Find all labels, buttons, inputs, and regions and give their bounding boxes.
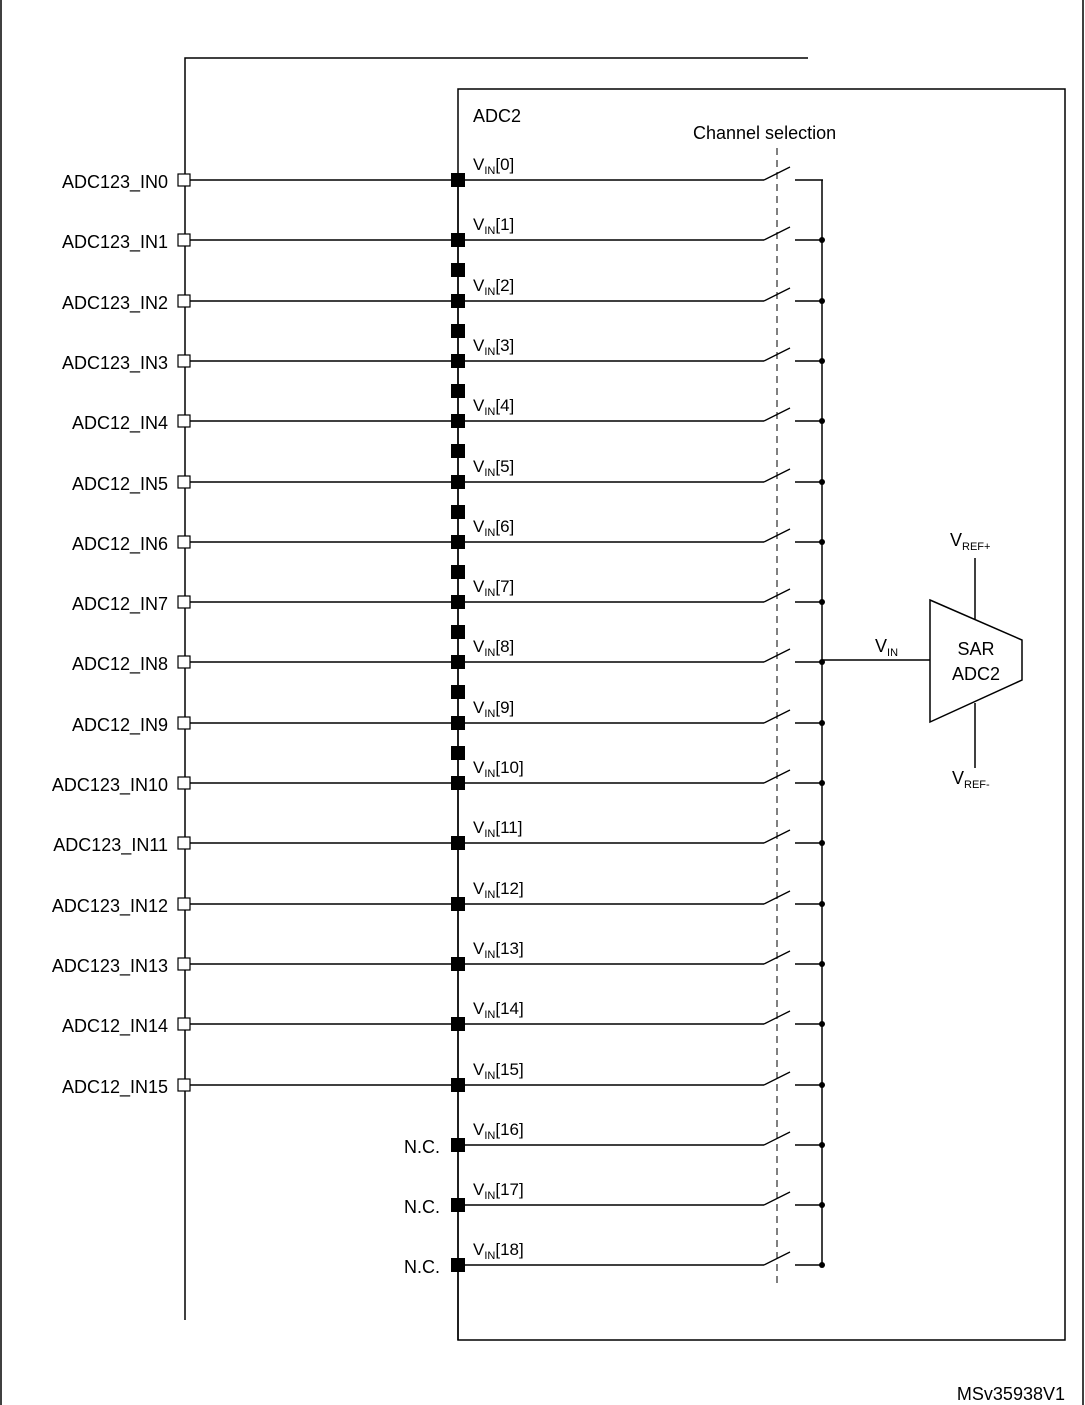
vin-main: V — [473, 1240, 485, 1259]
bus-junction-dot — [819, 720, 825, 726]
external-pin-square — [178, 174, 190, 186]
nc-label: N.C. — [404, 1197, 440, 1217]
vin-index: [13] — [495, 939, 524, 958]
bus-junction-dot — [819, 599, 825, 605]
external-pin-square — [178, 958, 190, 970]
external-pin-square — [178, 656, 190, 668]
vin-channel-label — [473, 698, 514, 720]
vin-main: V — [473, 818, 485, 837]
bus-junction-dot — [819, 237, 825, 243]
external-pin-square — [178, 476, 190, 488]
channel-rows — [52, 155, 825, 1277]
vin-channel-label — [473, 517, 514, 539]
channel-row — [52, 758, 825, 796]
bus-junction-dot — [819, 1021, 825, 1027]
vin-main: V — [473, 396, 485, 415]
vin-index: [7] — [495, 577, 515, 596]
pin-label: ADC12_IN9 — [71, 715, 168, 735]
channel-row — [404, 1240, 825, 1277]
channel-row — [62, 155, 823, 193]
channel-row — [404, 1120, 825, 1157]
adc2-converter-label: ADC2 — [951, 664, 1001, 684]
bus-junction-dot — [819, 1082, 825, 1088]
external-pin-square — [178, 415, 190, 427]
external-pin-square — [178, 837, 190, 849]
nc-label: N.C. — [404, 1137, 440, 1157]
intermediate-pad — [451, 685, 465, 699]
vin-sub: IN — [484, 467, 496, 479]
external-pin-square — [178, 717, 190, 729]
bus-junction-dot — [819, 961, 825, 967]
intermediate-pad — [451, 263, 465, 277]
vin-sub: IN — [484, 165, 496, 177]
sar-label: SAR — [957, 639, 995, 659]
pin-label: ADC123_IN1 — [61, 232, 168, 252]
vin-sub: IN — [484, 949, 496, 961]
vin-main: V — [473, 577, 485, 596]
vin-sub: IN — [484, 527, 496, 539]
intermediate-pad — [451, 746, 465, 760]
vin-index: [10] — [495, 758, 524, 777]
vin-channel-label — [473, 999, 524, 1021]
channel-switch — [764, 348, 790, 361]
vin-sub: IN — [484, 225, 496, 237]
vin-main: V — [473, 155, 485, 174]
vin-label-sub: IN — [887, 647, 899, 659]
channel-row — [53, 818, 825, 856]
bus-junction-dot — [819, 780, 825, 786]
channel-switch — [764, 288, 790, 301]
external-pin-square — [178, 596, 190, 608]
intermediate-pad — [451, 444, 465, 458]
vin-index: [8] — [495, 637, 515, 656]
intermediate-pad — [451, 625, 465, 639]
pin-label: ADC12_IN15 — [61, 1077, 168, 1097]
pin-label: ADC12_IN5 — [71, 474, 168, 494]
pin-label: ADC123_IN12 — [51, 896, 168, 916]
vin-index: [1] — [495, 215, 515, 234]
vin-sub: IN — [484, 1070, 496, 1082]
pin-label: ADC123_IN10 — [51, 775, 168, 795]
channel-row — [52, 939, 825, 977]
vin-main: V — [473, 517, 485, 536]
pin-label: ADC123_IN2 — [61, 293, 168, 313]
vin-sub: IN — [484, 406, 496, 418]
figure-id: MSv35938V1 — [956, 1384, 1065, 1404]
pin-label: ADC123_IN13 — [51, 956, 168, 976]
vin-label — [875, 636, 898, 659]
intermediate-pad — [451, 565, 465, 579]
vin-channel-label — [473, 577, 514, 599]
channel-switch — [764, 770, 790, 783]
channel-row — [62, 215, 825, 277]
vin-main: V — [473, 336, 485, 355]
vin-sub: IN — [484, 1190, 496, 1202]
vin-index: [9] — [495, 698, 515, 717]
vin-sub: IN — [484, 1250, 496, 1262]
pin-label: ADC12_IN7 — [71, 594, 168, 614]
vin-main: V — [473, 457, 485, 476]
vref-plus-sub: REF+ — [962, 541, 991, 553]
pin-label: ADC12_IN8 — [71, 654, 168, 674]
intermediate-pad — [451, 324, 465, 338]
external-pin-square — [178, 1018, 190, 1030]
channel-switch — [764, 529, 790, 542]
vin-sub: IN — [484, 889, 496, 901]
bus-junction-dot — [819, 901, 825, 907]
vin-sub: IN — [484, 587, 496, 599]
vref-minus-label — [952, 768, 990, 791]
vin-index: [6] — [495, 517, 515, 536]
external-pin-square — [178, 234, 190, 246]
vin-channel-label — [473, 637, 514, 659]
vin-main: V — [473, 939, 485, 958]
vin-sub: IN — [484, 1009, 496, 1021]
vin-channel-label — [473, 1240, 524, 1262]
vin-channel-label — [473, 155, 514, 177]
bus-junction-dot — [819, 1262, 825, 1268]
vin-main: V — [473, 215, 485, 234]
vin-index: [17] — [495, 1180, 524, 1199]
channel-row — [404, 1180, 825, 1217]
vin-label-main: V — [875, 636, 888, 656]
channel-row — [62, 336, 825, 398]
vref-plus-label — [950, 530, 990, 553]
vin-main: V — [473, 276, 485, 295]
vin-index: [3] — [495, 336, 515, 355]
channel-selection-label: Channel selection — [693, 123, 837, 143]
vin-channel-label — [473, 939, 524, 961]
vin-main: V — [473, 698, 485, 717]
adc2-block — [458, 89, 1065, 1340]
external-pin-square — [178, 1079, 190, 1091]
intermediate-pad — [451, 505, 465, 519]
vin-index: [5] — [495, 457, 515, 476]
vin-sub: IN — [484, 768, 496, 780]
external-pin-square — [178, 536, 190, 548]
vin-main: V — [473, 1180, 485, 1199]
vin-index: [12] — [495, 879, 524, 898]
vref-minus-main: V — [952, 768, 965, 788]
vin-index: [4] — [495, 396, 515, 415]
vin-sub: IN — [484, 1130, 496, 1142]
bus-junction-dot — [819, 418, 825, 424]
vin-main: V — [473, 879, 485, 898]
channel-row — [62, 999, 825, 1037]
vin-index: [16] — [495, 1120, 524, 1139]
channel-row — [62, 276, 825, 338]
vin-channel-label — [473, 276, 514, 298]
pin-label: ADC12_IN6 — [71, 534, 168, 554]
vref-plus-main: V — [950, 530, 963, 550]
vin-main: V — [473, 999, 485, 1018]
vin-index: [0] — [495, 155, 515, 174]
channel-switch — [764, 649, 790, 662]
vin-channel-label — [473, 1060, 524, 1082]
vref-minus-sub: REF- — [964, 779, 990, 791]
pin-label: ADC123_IN0 — [61, 172, 168, 192]
bus-junction-dot — [819, 539, 825, 545]
vin-channel-label — [473, 336, 514, 358]
external-pin-square — [178, 355, 190, 367]
external-pin-square — [178, 898, 190, 910]
vin-channel-label — [473, 215, 514, 237]
vin-channel-label — [473, 879, 524, 901]
external-pin-square — [178, 295, 190, 307]
vin-index: [18] — [495, 1240, 524, 1259]
external-pin-square — [178, 777, 190, 789]
channel-switch — [764, 408, 790, 421]
vin-sub: IN — [484, 346, 496, 358]
vin-main: V — [473, 758, 485, 777]
bus-junction-dot — [819, 840, 825, 846]
adc2-block-label: ADC2 — [473, 106, 522, 126]
bus-junction-dot — [819, 358, 825, 364]
vin-sub: IN — [484, 828, 496, 840]
pin-label: ADC12_IN4 — [71, 413, 168, 433]
sar-adc-converter — [930, 600, 1022, 722]
vin-index: [11] — [495, 818, 523, 837]
vin-main: V — [473, 1120, 485, 1139]
vin-sub: IN — [484, 647, 496, 659]
vin-channel-label — [473, 457, 514, 479]
pin-label: ADC12_IN14 — [61, 1016, 168, 1036]
vin-index: [15] — [495, 1060, 524, 1079]
vin-main: V — [473, 637, 485, 656]
bus-junction-dot — [819, 1142, 825, 1148]
vin-channel-label — [473, 396, 514, 418]
vin-channel-label — [473, 1180, 524, 1202]
pin-label: ADC123_IN3 — [61, 353, 168, 373]
vin-channel-label — [473, 1120, 524, 1142]
pin-label: ADC123_IN11 — [53, 835, 168, 855]
channel-switch — [764, 830, 790, 843]
channel-switch — [764, 589, 790, 602]
vin-sub: IN — [484, 708, 496, 720]
channel-switch — [764, 710, 790, 723]
vin-channel-label — [473, 818, 522, 840]
bus-junction-dot — [819, 298, 825, 304]
intermediate-pad — [451, 384, 465, 398]
nc-label: N.C. — [404, 1257, 440, 1277]
vin-channel-label — [473, 758, 524, 780]
channel-row — [62, 1060, 825, 1098]
figure-frame — [1, 0, 1083, 1405]
bus-junction-dot — [819, 1202, 825, 1208]
vin-index: [14] — [495, 999, 524, 1018]
channel-switch — [764, 469, 790, 482]
channel-row — [52, 879, 825, 917]
bus-junction-dot — [819, 479, 825, 485]
vin-index: [2] — [495, 276, 515, 295]
vin-main: V — [473, 1060, 485, 1079]
vin-sub: IN — [484, 286, 496, 298]
